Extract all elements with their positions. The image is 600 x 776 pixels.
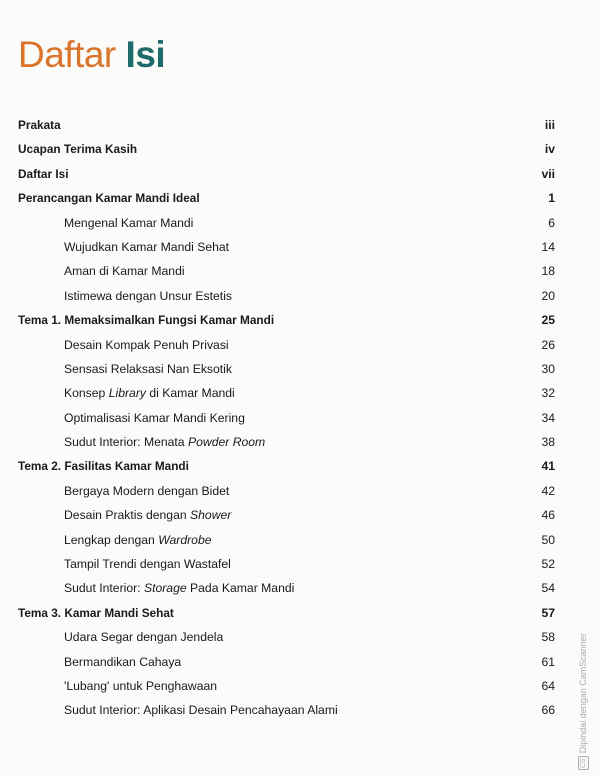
toc-entry-label <box>18 308 274 332</box>
toc-entry-label-part: Sudut Interior: Aplikasi Desain Pencahayaan Alami <box>64 703 338 718</box>
toc-entry-label-part: Prakata <box>18 118 61 132</box>
toc-entry-label <box>64 430 265 454</box>
toc-entry-label <box>64 211 193 235</box>
page-title <box>18 36 165 73</box>
toc-entry-label <box>64 381 235 405</box>
toc-entry-label <box>64 406 245 430</box>
toc-entry-label-part: Storage <box>143 581 187 596</box>
toc-entry-label-part: Shower <box>190 508 232 523</box>
toc-entry-label-part: Bergaya Modern dengan Bidet <box>64 483 230 498</box>
toc-entry-label-part: Lengkap dengan <box>64 532 159 547</box>
toc-subsection-entry <box>0 698 600 722</box>
toc-subsection-entry <box>0 357 600 381</box>
page-title-word-2: Isi <box>125 34 166 75</box>
toc-entry-page-number: 1 <box>548 191 555 206</box>
toc-entry-label <box>64 698 338 722</box>
toc-entry-page-number: 30 <box>541 361 555 376</box>
toc-entry-label <box>18 162 68 186</box>
toc-entry-label-part: Tema 3. Kamar Mandi Sehat <box>18 605 174 620</box>
toc-subsection-entry <box>0 235 600 259</box>
toc-subsection-entry <box>0 552 600 576</box>
toc-entry-label <box>64 503 231 527</box>
toc-entry-page-number: 57 <box>541 605 555 620</box>
toc-entry-page-number: iii <box>544 118 555 132</box>
toc-entry-page-number: 42 <box>541 483 555 498</box>
toc-entry-label-part: Udara Segar dengan Jendela <box>64 630 224 645</box>
page-title-word-1: Daftar <box>18 34 116 75</box>
scanner-watermark-text: Dipindai dengan CamScanner <box>578 633 588 754</box>
toc-section-entry <box>0 308 600 332</box>
toc-entry-label <box>64 650 181 674</box>
toc-entry-page-number: 46 <box>541 508 555 523</box>
toc-entry-label-part: Library <box>108 386 146 401</box>
toc-entry-label-part: Sensasi Relaksasi Nan Eksotik <box>64 361 232 376</box>
toc-entry-page-number: 20 <box>541 288 555 303</box>
toc-entry-label <box>64 625 223 649</box>
toc-entry-label <box>64 674 217 698</box>
toc-entry-label-part: Pada Kamar Mandi <box>186 581 295 596</box>
toc-entry-page-number: vii <box>541 166 555 181</box>
toc-subsection-entry <box>0 406 600 430</box>
toc-entry-page-number: 58 <box>541 630 555 645</box>
toc-entry-label-part: Optimalisasi Kamar Mandi Kering <box>64 410 245 425</box>
toc-section-entry <box>0 186 600 210</box>
toc-entry-page-number: 6 <box>548 215 555 230</box>
toc-entry-label-part: Sudut Interior: <box>64 581 144 596</box>
toc-entry-label-part: Istimewa dengan Unsur Estetis <box>64 288 232 303</box>
toc-entry-label-part: Tema 1. Memaksimalkan Fungsi Kamar Mandi <box>18 313 275 328</box>
toc-entry-label-part: Bermandikan Cahaya <box>64 654 182 669</box>
toc-subsection-entry <box>0 284 600 308</box>
toc-entry-label-part: Perancangan Kamar Mandi Ideal <box>18 191 200 206</box>
toc-entry-page-number: 64 <box>541 678 555 693</box>
toc-entry-page-number: 25 <box>541 313 555 328</box>
toc-subsection-entry <box>0 479 600 503</box>
toc-entry-label-part: di Kamar Mandi <box>146 386 235 401</box>
toc-entry-label-part: Desain Kompak Penuh Privasi <box>64 337 229 352</box>
toc-entry-label <box>64 235 229 259</box>
toc-entry-page-number: 41 <box>541 459 555 474</box>
toc-entry-page-number: 38 <box>541 435 555 450</box>
scanner-watermark <box>578 633 589 770</box>
toc-entry-label-part: Daftar Isi <box>18 166 69 181</box>
toc-section-entry <box>0 454 600 478</box>
toc-entry-label-part: Konsep <box>64 386 109 401</box>
toc-entry-label <box>18 454 189 478</box>
toc-entry-label-part: Powder Room <box>187 435 266 450</box>
toc-entry-label <box>18 137 137 161</box>
toc-section-entry <box>0 162 600 186</box>
toc-entry-label <box>18 113 61 137</box>
toc-subsection-entry <box>0 625 600 649</box>
toc-entry-page-number: 61 <box>541 654 555 669</box>
toc-entry-page-number: 14 <box>541 239 555 254</box>
toc-entry-label-part: Desain Praktis dengan <box>64 508 191 523</box>
toc-entry-page-number: 54 <box>541 581 555 596</box>
toc-subsection-entry <box>0 333 600 357</box>
toc-subsection-entry <box>0 674 600 698</box>
toc-entry-label <box>64 479 229 503</box>
toc-entry-label <box>64 552 231 576</box>
toc-entry-label <box>64 357 232 381</box>
toc-entry-page-number: 50 <box>541 532 555 547</box>
table-of-contents <box>0 113 600 723</box>
toc-entry-label-part: Wardrobe <box>158 532 212 547</box>
toc-entry-page-number: 18 <box>541 264 555 279</box>
toc-entry-label <box>18 186 200 210</box>
toc-entry-label-part: Mengenal Kamar Mandi <box>64 215 194 230</box>
toc-entry-label-part: 'Lubang' untuk Penghawaan <box>64 678 218 693</box>
toc-entry-page-number: 26 <box>541 337 555 352</box>
camscanner-icon: CS <box>580 758 588 768</box>
toc-entry-label <box>64 576 294 600</box>
toc-subsection-entry <box>0 211 600 235</box>
toc-entry-label-part: Sudut Interior: Menata <box>64 435 188 450</box>
toc-subsection-entry <box>0 528 600 552</box>
toc-subsection-entry <box>0 259 600 283</box>
toc-subsection-entry <box>0 576 600 600</box>
toc-subsection-entry <box>0 381 600 405</box>
toc-entry-label <box>64 284 232 308</box>
toc-entry-label-part: Tema 2. Fasilitas Kamar Mandi <box>18 459 189 474</box>
toc-entry-label <box>64 528 212 552</box>
toc-entry-page-number: iv <box>544 142 555 157</box>
toc-entry-label-part: Ucapan Terima Kasih <box>18 142 138 157</box>
toc-entry-label-part: Aman di Kamar Mandi <box>64 264 185 279</box>
toc-section-entry <box>0 113 600 137</box>
toc-entry-label <box>64 333 229 357</box>
toc-subsection-entry <box>0 430 600 454</box>
toc-entry-page-number: 32 <box>541 386 555 401</box>
toc-entry-label-part: Tampil Trendi dengan Wastafel <box>64 557 231 572</box>
toc-section-entry <box>0 601 600 625</box>
toc-subsection-entry <box>0 650 600 674</box>
toc-entry-page-number: 66 <box>541 703 555 718</box>
toc-section-entry <box>0 137 600 161</box>
toc-subsection-entry <box>0 503 600 527</box>
toc-entry-label-part: Wujudkan Kamar Mandi Sehat <box>64 239 230 254</box>
toc-entry-label <box>18 601 174 625</box>
toc-entry-page-number: 34 <box>541 410 555 425</box>
toc-entry-page-number: 52 <box>541 557 555 572</box>
toc-entry-label <box>64 259 185 283</box>
